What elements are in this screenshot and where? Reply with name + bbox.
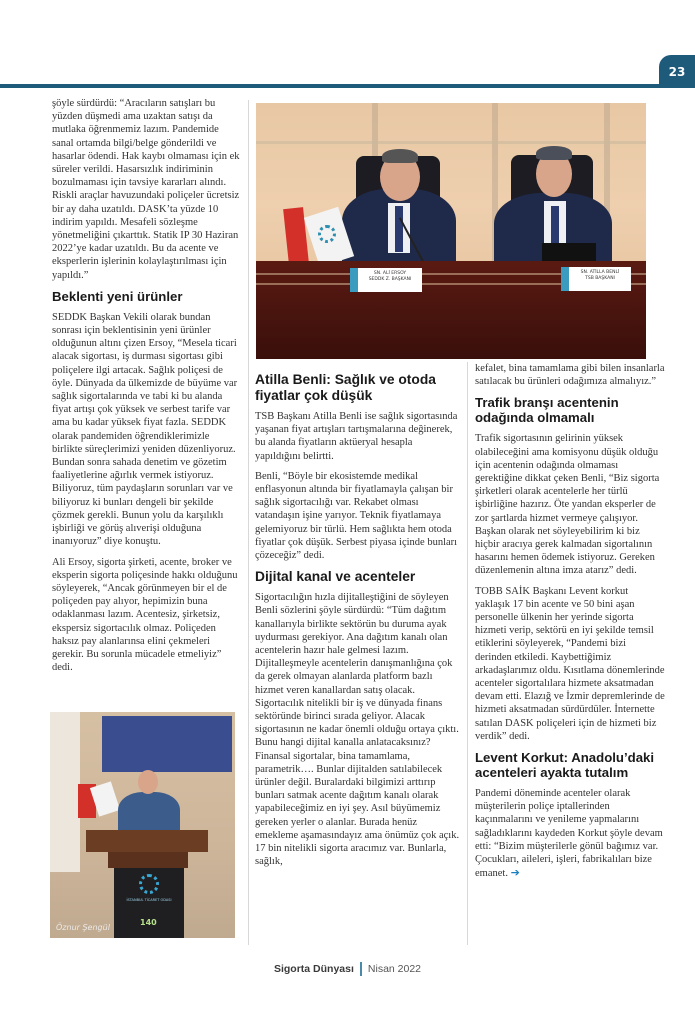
column-2	[255, 368, 460, 876]
paragraph: kefalet, bina tamamlama gibi bilen insanlarla satılacak bu ürünleri odağımıza almalıyız.”	[475, 363, 665, 388]
subheading: Beklenti yeni ürünler	[52, 288, 183, 304]
paragraph: şöyle sürdürdü: “Aracıların satışları bu yüzden düşmedi ama uzaktan satışı da mutlaka öğrenmemiz lazım. Pandemide sanal ortamda bilgi/belge gönderildi ve hasarlar ödendi. Hak kaybı olmaması için ek süreler verildi. Hasarsızlık indiriminin bozulmaması için tavsiye kararları alındı. Riskli araçlar havuzundaki poliçeler ücretsiz bir ay daha uzatıldı. DASK’ta yüzde 10 indirim yapıldı. Mesafeli sözleşme yönetmeliğini çıkarttık. Statik IP 30 Haziran 2022’ye kadar uzatıldı. Bu da acente ve eksperlerin işlerinin kolaylaştırılması için yapıldı.”	[52, 98, 240, 281]
nameplate-left: SN. ALİ ERSOY SEDDK Z. BAŞKANI	[350, 268, 422, 292]
subheading: Trafik branşı acentenin odağında olmamalı	[475, 395, 619, 426]
column-divider	[248, 100, 249, 945]
nameplate-right: SN. ATİLLA BENLİ TSB BAŞKANI	[561, 267, 631, 291]
podium-number: 140	[140, 918, 157, 927]
paragraph: Ali Ersoy, sigorta şirketi, acente, broker ve eksperin sigorta poliçesinde hakkı olduğunu söyleyerek, “Ancak görünmeyen bir el de poliçeden pay alıyor, hepimizin buna odaklanması lazım. Acentesiz, şirketsiz, ekspersiz sigortacılık olmaz. Poliçeden haksız pay alanlarınsa elini çekmeleri gerekir. Bu sorunla mücadele etmeliyiz” dedi.	[52, 556, 238, 674]
photo-credit: Öznur Şengül	[56, 923, 110, 932]
column-divider	[467, 362, 468, 945]
podium-text: İSTANBUL TİCARET ODASI	[126, 898, 172, 902]
continue-arrow-icon: ➔	[510, 866, 520, 880]
paragraph: Pandemi döneminde acenteler olarak müşterilerin poliçe iptallerinden kaçınmalarını ve yenileme yapmalarını sağladıklarını kaydeden Korkut şöyle devam etti: “Bizim müşterilerle gönül bağımız var. Çocukları, aileleri, işleri, fabrikalıları bize emanet. ➔	[475, 788, 663, 880]
column-3	[475, 362, 665, 888]
header-rule	[0, 84, 665, 88]
turkish-flag	[283, 207, 309, 265]
page-footer	[0, 962, 695, 976]
paragraph: SEDDK Başkan Vekili olarak bundan sonrası için beklentisinin yeni ürünler olduğunun altını çizen Ersoy, “Mesela ticari alacak sigortası, iş durması sigortası gibi poliçelere ilgi artacak. Sağlık poliçesi de öyle. Dünyada da ülkemizde de büyüme var sağlık sigortalarında ve tabi ki bu alanda fiyat artışı çok yüksek ve serbest tarife var ama bu kadar yüksek fiyat fazla. SEDDK olarak pandemiden öğrendiklerimizle birlikte süreçlerimizi yeniden düzenliyoruz. Bundan sonra sahada denetim ve gözetim faaliyetlerine ağırlık vermek istiyoruz. Biliyoruz, tüm paydaşların sorunları var ve biliyoruz ki bunları dengeli bir şekilde çözmek gerekli. Bunun yolu da karşılıklı işbirliği ve görüş alıverişi olduğuna inanıyoruz” diye konuştu.	[52, 311, 238, 548]
paragraph: TOBB SAİK Başkanı Levent korkut yaklaşık 17 bin acente ve 50 bini aşan personelle ülkenin her yerinde sigorta hizmeti verip, sektörü en iyi şekilde temsil etiklerini söyleyerek, “Pandemi bizi derinden etkiledi. Kaybettiğimiz arkadaşlarımız oldu. Kısıtlama dönemlerinde acenteler sigortalılara hizmete aksatmadan devam etti. Elazığ ve İzmir depremlerinde de hizmeti aksatmadan sürdürdüler. İnternette satılan DASK poliçeleri için de hizmeti biz verdik” dedi.	[475, 585, 665, 742]
footer-divider	[360, 962, 362, 976]
podium	[86, 830, 208, 852]
organization-logo-icon	[318, 225, 336, 243]
paragraph: Benli, “Böyle bir ekosistemde medikal enflasyonun altında bir fiyatlamayla çalışan bir sağlık sigortacılığı var. Rekabet olması vatandaşın işine yarıyor. Teknik fiyatlamaya gelemiyoruz bir türlü. Hem sağlıkta hem otoda fiyatlar çok düşük. Serbest piyasa içinde bunları çözeceğiz” dedi.	[255, 470, 458, 562]
paragraph: TSB Başkanı Atilla Benli ise sağlık sigortasında yaşanan fiyat artışları tartışmalarına değinerek, bu alanda fiyatların aktüeryal hesapla yapıldığını belirtti.	[255, 411, 458, 462]
magazine-name: Sigorta Dünyası	[273, 963, 354, 975]
chamber-logo-icon	[139, 874, 159, 894]
column-1	[52, 97, 242, 681]
paragraph: Sigortacılığın hızla dijitalleştiğini de söyleyen Benli sözlerini şöyle sürdürdü: “Tüm dağıtım kanallarıyla birlikte sektörün bu duruma ayak uydurması gerekiyor. Ana dağıtım kanalı olan acentelerin hazır hale gelmesi lazım. Dijitalleşmeyle acentelerin danışmanlığına çok da gerek olmayan alanlarda platform bazlı hizmet veren kanallardan satış olacak. Sigortacılık nitelikli bir iş ve dünyada finans sektöründe birinci sırada geliyor. Alacak sigortasının ne kadar önemli olduğu ortaya çıktı. Bunu hangi dijital kanalla anlatacaksınız? Finansal sigortalar, bina tamamlama, parametrik…. Bunlar dijitalden satılabilecek ürünler değil. Buralardaki bilgimizi arttırıp bunları satmak acente dağıtım kanalı olarak yapabileceğimiz en iyi şey. Asıl büyümemiz gereken yerler o alanlar. Burada henüz emekleme aşamasındayız ama önümüz çok açık. 17 bin nitelikli sigorta aracımız var. Bunlarla, sağlık,	[255, 592, 460, 868]
page-number-tab	[659, 55, 695, 88]
paragraph: Trafik sigortasının gelirinin yüksek olabileceğini ama komisyonu düşük olduğu için acentenin odağında olmaması gerektiğine dikkat çeken Benli, “Biz sigorta şirketleri olarak acentelerle her türlü işbirliğine hazırız. Öte yandan eksperler de zor şartlarda hizmet vermeye çalışıyor. Başkan olarak net söyleyebilirim ki biz hiçbir aracıya gerek kalmadan sigortalının hasarını hemen ödemek istiyoruz. Gereken düzenlemenin altına imza atarız” dedi.	[475, 433, 660, 577]
issue-date: Nisan 2022	[367, 963, 422, 975]
subheading: Levent Korkut: Anadolu’daki acenteleri ayakta tutalım	[475, 750, 655, 781]
subheading: Atilla Benli: Sağlık ve otoda fiyatlar çok düşük	[255, 372, 436, 403]
subheading: Dijital kanal ve acenteler	[255, 569, 416, 585]
projection-screen	[102, 716, 232, 772]
podium-photo	[50, 712, 235, 938]
panel-photo	[256, 103, 646, 359]
page-number: 23	[668, 64, 686, 79]
